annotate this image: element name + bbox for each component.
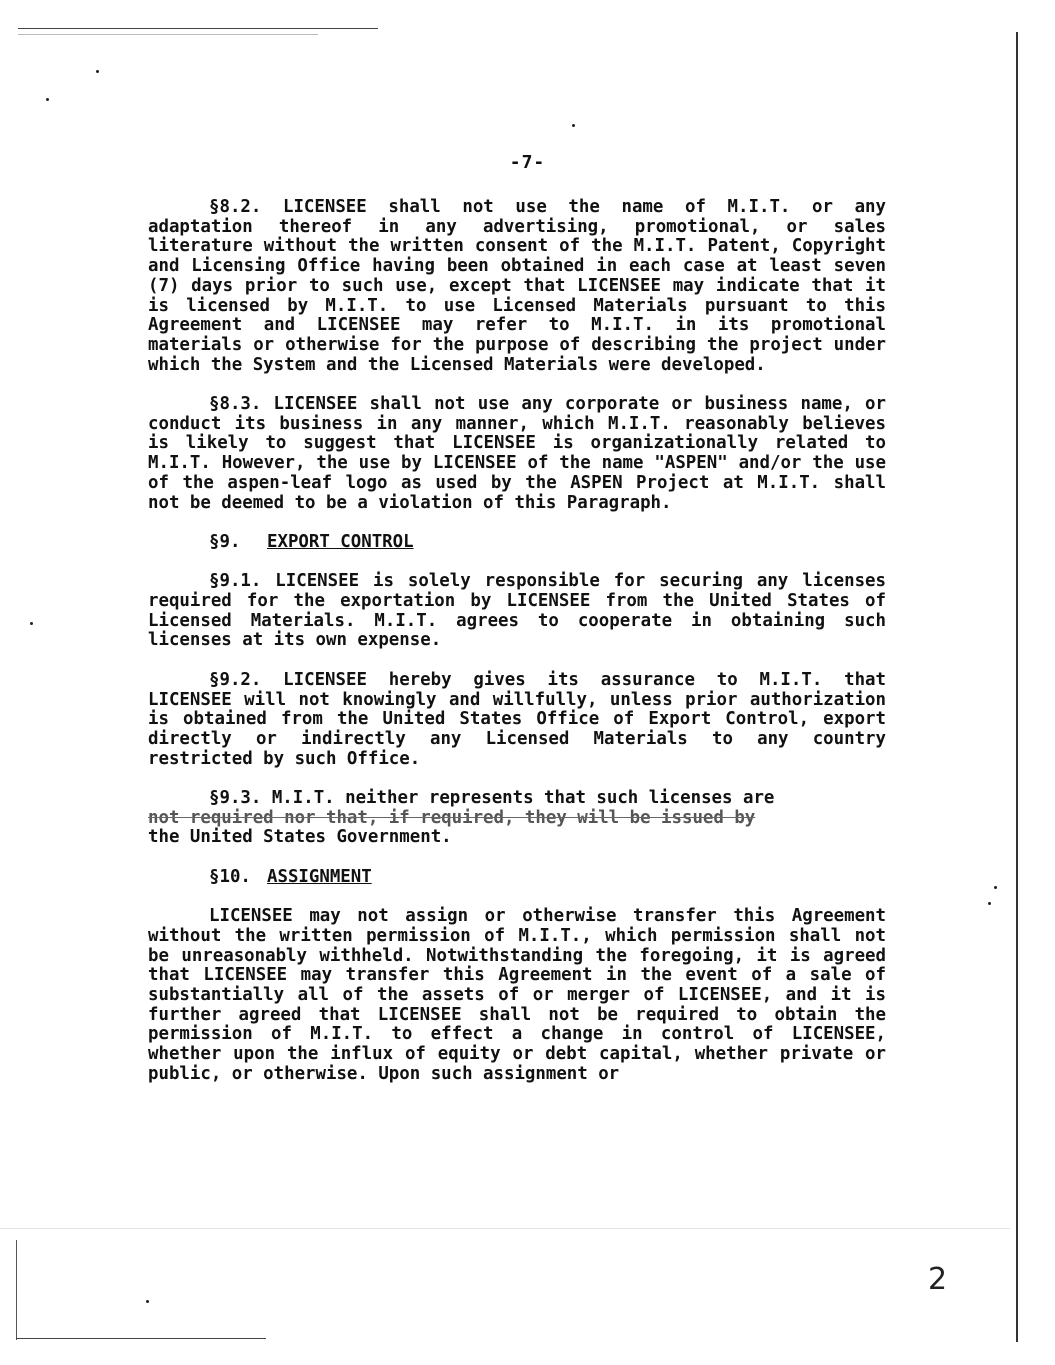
- document-body: [148, 198, 886, 1085]
- scan-speck: [146, 1300, 149, 1303]
- scan-edge-top-faint: [18, 34, 318, 35]
- section-title: ASSIGNMENT: [267, 866, 372, 887]
- section-heading-10: [148, 868, 886, 888]
- section-number: §10.: [209, 866, 251, 887]
- scan-speck: [46, 98, 49, 101]
- scan-fold-line: [0, 1228, 1010, 1229]
- scan-speck: [572, 124, 575, 127]
- scan-edge-right: [1016, 32, 1018, 1342]
- section-number: §9.: [209, 531, 241, 552]
- page-number: -7-: [509, 152, 546, 173]
- section-title: EXPORT CONTROL: [267, 531, 414, 552]
- bates-stamp: 2: [928, 1262, 950, 1297]
- paragraph-9-2: §9.2. LICENSEE hereby gives its assurance to M.I.T. that LICENSEE will not knowingly and willfully, unless prior authorization is obtained from the United States Office of Export Control, export directly or indirectly any Licensed Materials to any country restricted by such Office.: [148, 669, 886, 769]
- garbled-scan-line: not required nor that, if required, they will be issued by: [148, 807, 756, 828]
- paragraph-10: LICENSEE may not assign or otherwise transfer this Agreement without the written permission of M.I.T., which permission shall not be unreasonably withheld. Notwithstanding the foregoing, it is agreed that LICENSEE may transfer this Agreement in the event of a sale of substantially all of the assets of or merger of LICENSEE, and it is further agreed that LICENSEE shall not be required to obtain the permission of M.I.T. to effect a change in control of LICENSEE, whether upon the influx of equity or debt capital, whether private or public, or otherwise. Upon such assignment or: [148, 906, 886, 1084]
- scan-speck: [994, 886, 997, 889]
- scan-speck: [30, 622, 33, 625]
- paragraph-9-1: §9.1. LICENSEE is solely responsible for securing any licenses required for the exportation by LICENSEE from the United States of Licensed Materials. M.I.T. agrees to cooperate in obtaining such licenses at its own expense.: [148, 571, 886, 651]
- paragraph-line: the United States Government.: [148, 827, 452, 848]
- paragraph-8-3: §8.3. LICENSEE shall not use any corporate or business name, or conduct its business in any manner, which M.I.T. reasonably believes is likely to suggest that LICENSEE is organizationally related to M.I.T. However, the use by LICENSEE of the name "ASPEN" and/or the use of the aspen-leaf logo as used by the ASPEN Project at M.I.T. shall not be deemed to be a violation of this Paragraph.: [148, 394, 886, 513]
- section-heading-9: [148, 533, 886, 553]
- paragraph-9-3: [148, 789, 886, 848]
- scan-speck: [96, 70, 99, 73]
- paragraph-line: §9.3. M.I.T. neither represents that such licenses are: [209, 788, 775, 809]
- scan-edge-top: [18, 28, 378, 29]
- scan-edge-bottom: [16, 1338, 266, 1339]
- scan-speck: [988, 902, 991, 905]
- scan-edge-left: [16, 1240, 17, 1340]
- paragraph-8-2: §8.2. LICENSEE shall not use the name of M.I.T. or any adaptation thereof in any advertising, promotional, or sales literature without the written consent of the M.I.T. Patent, Copyright and Licensing Office having been obtained in each case at least seven (7) days prior to such use, except that LICENSEE may indicate that it is licensed by M.I.T. to use Licensed Materials pursuant to this Agreement and LICENSEE may refer to M.I.T. in its promotional materials or otherwise for the purpose of describing the project under which the System and the Licensed Materials were developed.: [148, 197, 886, 375]
